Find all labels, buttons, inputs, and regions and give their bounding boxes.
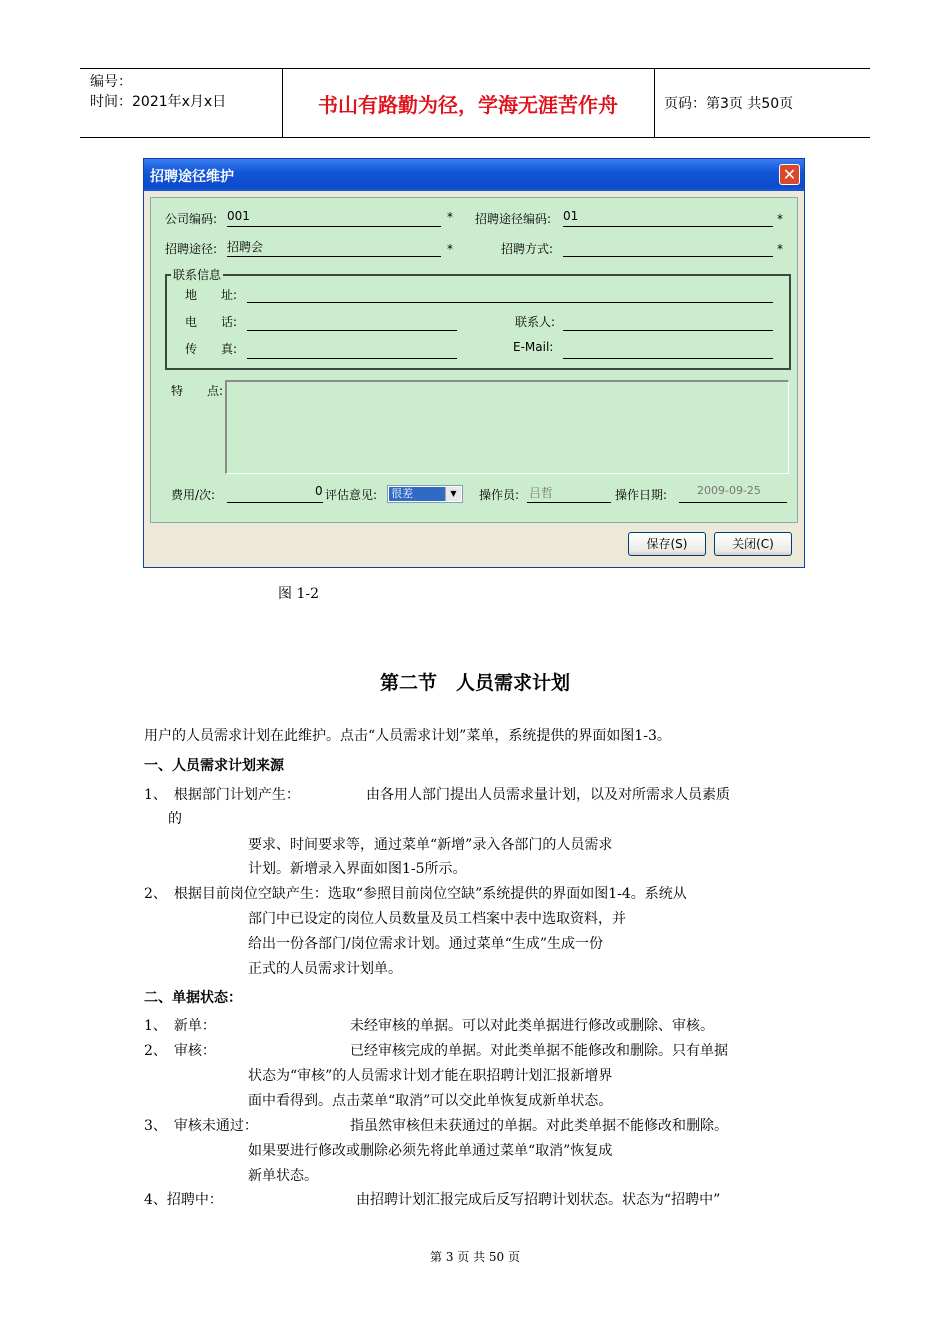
status-4-head: 4、招聘中：: [144, 1192, 223, 1208]
recruit-channel-dialog: [143, 158, 805, 568]
source-2-head: 2、 根据目前岗位空缺产生：选取“参照目前岗位空缺”系统提供的界面如图1-4。系统从: [144, 886, 687, 902]
operator-label: 操作员:: [479, 488, 520, 502]
page-footer: 第 3 页 共 50 页: [430, 1250, 520, 1264]
page-header: [80, 68, 870, 138]
heading-source: 一、人员需求计划来源: [144, 758, 284, 774]
channel-label: 招聘途径:: [165, 242, 218, 256]
company-code-value: 001: [227, 209, 250, 223]
dialog-titlebar: [144, 159, 804, 191]
features-label: 特 点:: [171, 384, 224, 398]
evaluation-value: 很差: [389, 487, 447, 501]
operator-value: 吕哲: [529, 486, 554, 500]
close-icon[interactable]: ✕: [779, 164, 800, 185]
source-1-line-c: 要求、时间要求等，通过菜单“新增”录入各部门的人员需求: [248, 837, 613, 853]
channel-code-label: 招聘途径编码:: [475, 212, 552, 226]
dialog-title: 招聘途径维护: [150, 169, 234, 185]
heading-status: 二、单据状态：: [144, 990, 242, 1006]
status-4-line-a: 由招聘计划汇报完成后反写招聘计划状态。状态为“招聘中”: [356, 1192, 721, 1208]
source-2-line-b: 部门中已设定的岗位人员数量及员工档案中表中选取资料，并: [248, 911, 626, 927]
op-date-value: 2009-09-25: [697, 484, 761, 497]
channel-code-field[interactable]: [563, 226, 773, 227]
source-2-line-c: 给出一份各部门/岗位需求计划。通过菜单“生成”生成一份: [248, 936, 604, 952]
source-2-line-d: 正式的人员需求计划单。: [248, 961, 402, 977]
required-mark: *: [447, 242, 453, 256]
intro-paragraph: 用户的人员需求计划在此维护。点击“人员需求计划”菜单，系统提供的界面如图1-3。: [144, 728, 671, 744]
phone-label: 电 话:: [185, 315, 238, 329]
channel-code-value: 01: [563, 209, 579, 223]
fax-label: 传 真:: [185, 342, 238, 356]
code-label: 编号：: [90, 74, 132, 90]
status-3-head: 3、 审核未通过：: [144, 1118, 258, 1134]
status-3-line-a: 指虽然审核但未获通过的单据。对此类单据不能修改和删除。: [350, 1118, 728, 1134]
figure-caption: 图 1-2: [278, 586, 319, 602]
header-left: [90, 72, 226, 112]
phone-field[interactable]: [247, 330, 457, 331]
address-label: 地 址:: [185, 288, 238, 302]
time-label: 时间：2021年x月x日: [90, 94, 227, 110]
required-mark: *: [777, 212, 783, 226]
cost-field[interactable]: [227, 502, 323, 503]
save-button[interactable]: 保存(S): [628, 532, 706, 556]
required-mark: *: [447, 210, 453, 224]
status-2-head: 2、 审核：: [144, 1043, 216, 1059]
status-3-line-c: 新单状态。: [248, 1168, 318, 1184]
evaluation-select[interactable]: [387, 485, 463, 503]
contact-group: [165, 274, 791, 370]
contact-person-field[interactable]: [563, 330, 773, 331]
status-2-line-c: 面中看得到。点击菜单“取消”可以交此单恢复成新单状态。: [248, 1093, 613, 1109]
source-1-line-b: 的: [168, 811, 182, 827]
status-2-line-b: 状态为“审核”的人员需求计划才能在职招聘计划汇报新增界: [248, 1068, 613, 1084]
email-label: E-Mail:: [513, 340, 554, 354]
status-1-head: 1、 新单：: [144, 1018, 216, 1034]
email-field[interactable]: [563, 358, 773, 359]
operator-field: [527, 502, 611, 503]
page-label: 页码：第3页 共50页: [664, 96, 794, 112]
channel-value: 招聘会: [227, 240, 264, 254]
method-field[interactable]: [563, 256, 773, 257]
status-1-line-a: 未经审核的单据。可以对此类单据进行修改或删除、审核。: [350, 1018, 714, 1034]
company-code-field[interactable]: [227, 226, 441, 227]
channel-field[interactable]: [227, 256, 441, 257]
contact-person-label: 联系人:: [515, 315, 556, 329]
status-2-line-a: 已经审核完成的单据。对此类单据不能修改和删除。只有单据: [350, 1043, 728, 1059]
required-mark: *: [777, 242, 783, 256]
evaluation-label: 评估意见:: [325, 488, 378, 502]
op-date-label: 操作日期:: [615, 488, 668, 502]
source-1-line-d: 计划。新增录入界面如图1-5所示。: [248, 861, 467, 877]
source-1-line-a: 由各用人部门提出人员需求量计划，以及对所需求人员素质: [366, 787, 730, 803]
fax-field[interactable]: [247, 358, 457, 359]
features-textarea[interactable]: [225, 380, 789, 474]
cost-value: 0: [315, 484, 323, 498]
address-field[interactable]: [247, 302, 773, 303]
source-1-head: 1、 根据部门计划产生：: [144, 787, 300, 803]
form-panel: [150, 197, 798, 523]
company-code-label: 公司编码:: [165, 212, 218, 226]
method-label: 招聘方式:: [501, 242, 554, 256]
close-button[interactable]: 关闭(C): [714, 532, 792, 556]
section-title: 第二节 人员需求计划: [379, 672, 570, 694]
op-date-field: [679, 502, 787, 503]
chevron-down-icon[interactable]: ▼: [445, 487, 461, 501]
contact-group-label: 联系信息: [173, 268, 222, 282]
header-divider: [654, 69, 655, 137]
motto: 书山有路勤为径，学海无涯苦作舟: [318, 92, 618, 117]
status-3-line-b: 如果要进行修改或删除必须先将此单通过菜单“取消”恢复成: [248, 1143, 613, 1159]
cost-label: 费用/次:: [171, 488, 216, 502]
